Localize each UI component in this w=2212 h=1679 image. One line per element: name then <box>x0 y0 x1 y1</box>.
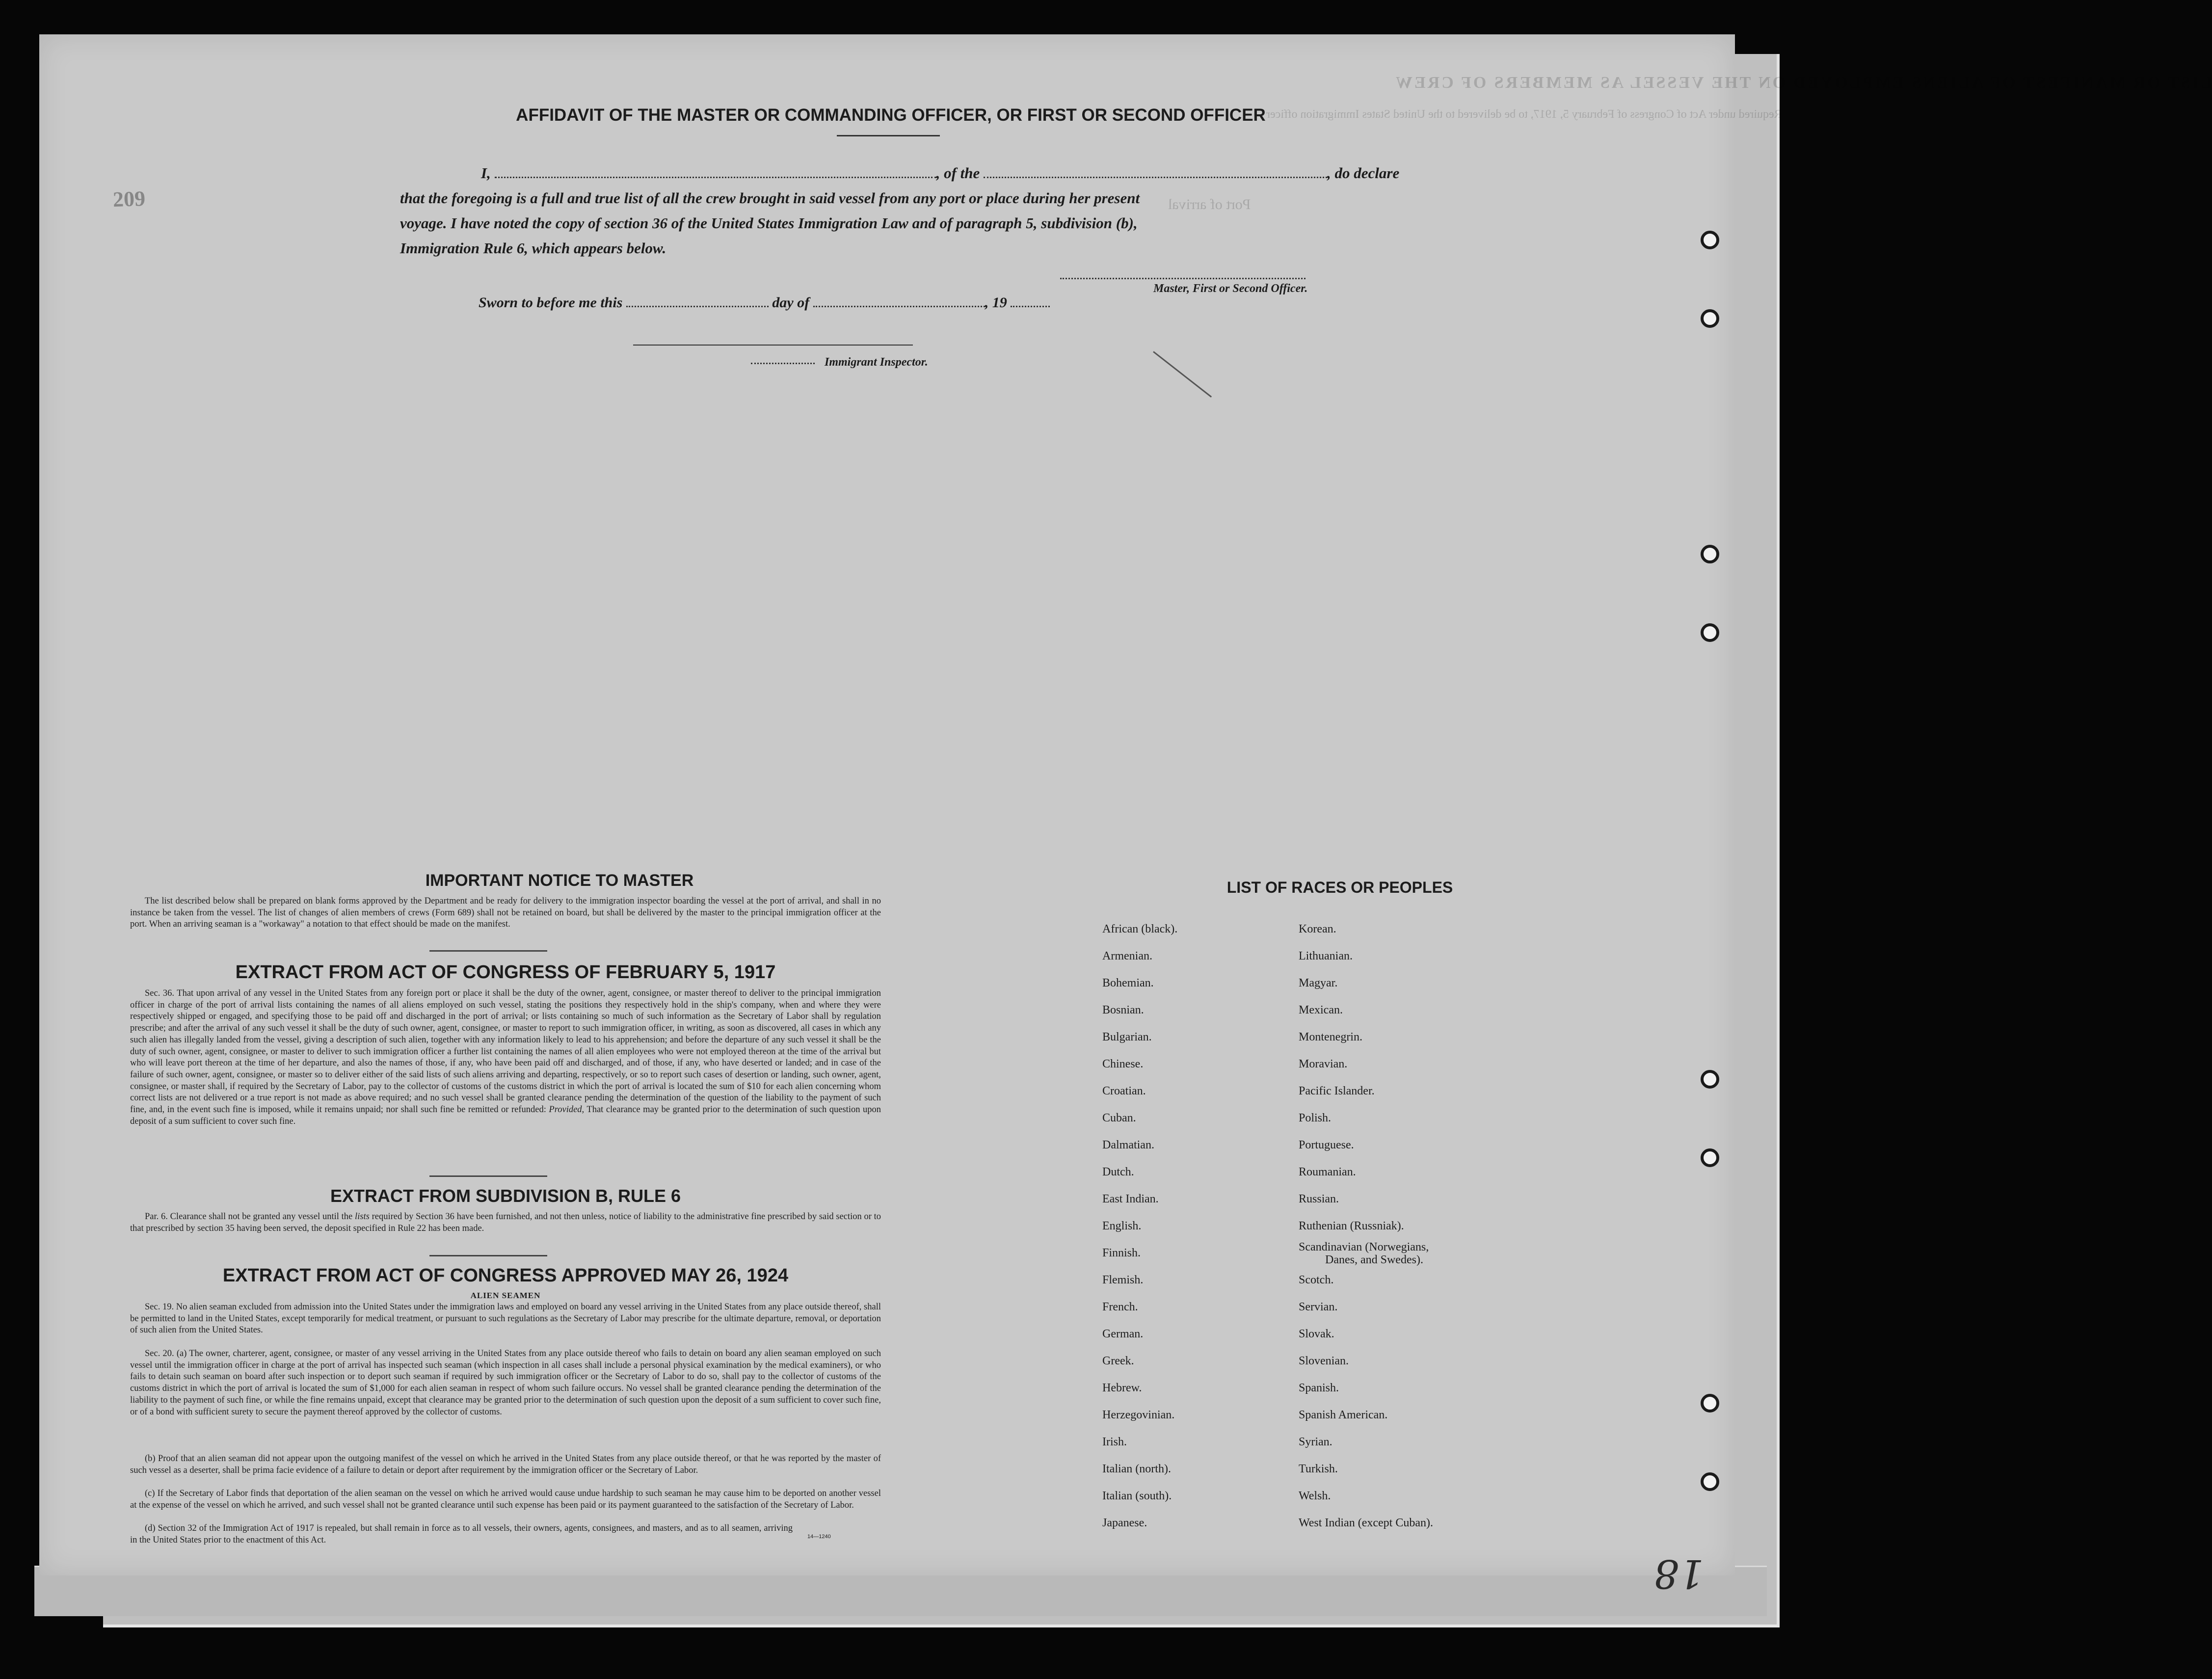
notice-title: IMPORTANT NOTICE TO MASTER <box>425 871 694 890</box>
race-right: Magyar. <box>1299 977 1338 989</box>
race-right: Korean. <box>1299 923 1336 935</box>
race-left: French. <box>1102 1301 1138 1313</box>
sworn-day-of: day of <box>772 294 810 311</box>
race-right: Mexican. <box>1299 1004 1343 1016</box>
sworn-prefix: Sworn to before me this <box>479 294 623 311</box>
race-left: Italian (south). <box>1102 1490 1172 1502</box>
race-left: Croatian. <box>1102 1085 1146 1097</box>
race-right: Spanish. <box>1299 1382 1339 1394</box>
master-signature-blank[interactable] <box>1060 267 1306 279</box>
race-right: Polish. <box>1299 1112 1332 1124</box>
proviso-word: Provided, <box>549 1105 585 1115</box>
race-left: Cuban. <box>1102 1112 1136 1124</box>
punch-hole <box>1701 623 1719 642</box>
race-right: Spanish American. <box>1299 1409 1388 1421</box>
proviso-text: That clearance may be granted prior to the determination of such question upon deposit of a sum sufficient to cover such fine. <box>130 1105 881 1126</box>
race-left: Irish. <box>1102 1436 1127 1448</box>
sworn-year-blank[interactable] <box>1011 295 1050 307</box>
bleed-through-line: Port of arrival <box>1168 196 1251 213</box>
extract-1924-title: EXTRACT FROM ACT OF CONGRESS APPROVED MAY 26, 1924 <box>222 1265 789 1286</box>
master-caption: Master, First or Second Officer. <box>1153 282 1308 295</box>
race-left: Flemish. <box>1102 1274 1144 1286</box>
affidavit-declare: , do declare <box>1327 164 1400 182</box>
rule6-title: EXTRACT FROM SUBDIVISION B, RULE 6 <box>330 1186 681 1206</box>
race-right: Montenegrin. <box>1299 1031 1362 1043</box>
race-left: Japanese. <box>1102 1517 1147 1529</box>
race-right: Portuguese. <box>1299 1139 1354 1151</box>
section-divider <box>429 950 547 952</box>
title-rule <box>837 135 940 136</box>
races-title: LIST OF RACES OR PEOPLES <box>1226 879 1453 896</box>
race-left: Chinese. <box>1102 1058 1144 1070</box>
race-left: Dalmatian. <box>1102 1139 1154 1151</box>
race-left: German. <box>1102 1328 1144 1340</box>
inspector-dots <box>751 352 815 364</box>
race-right: Moravian. <box>1299 1058 1348 1070</box>
sec36-body: Sec. 36. That upon arrival of any vessel in the United States from any foreign port or place it shall be the duty of the owner, agent, consignee, or master thereof to deliver to the principal immigration officer in charge of the port of arrival lists containing the names of all aliens employed on such vessel, stating the positions they respectively hold in the ship's company, when and where they were respectively shipped or engaged, and specifying those to be paid off and discharged in the port of arrival; or lists containing so much of such information as the Secretary of Labor shall by regulation prescribe; and after the arrival of any such vessel it shall be the duty of such owner, agent, consignee, or master to report to such immigration officer, in writing, as soon as discovered, all cases in which any such alien has illegally landed from the vessel, giving a description of such alien, together with any information likely to lead to his apprehension; and before the departure of any such vessel it shall be the duty of such owner, agent, consignee, or master to deliver to such immigration officer a further list containing the names of all alien employees who were not employed thereon at the time of the arrival but who will leave port thereon at the time of her departure, and also the names of those, if any, who have been paid off and discharged, and of those, if any, who have deserted or landed; and in case of the failure of such owner, agent, consignee, or master so to deliver either of the said lists of such aliens arriving and departing, respectively, or so to report such cases of desertion or landing, such owner, agent, consignee, or master shall, if required by the Secretary of Labor, pay to the collector of customs of the customs district in which the port of arrival is located the sum of $10 for each alien concerning whom correct lists are not delivered or a true report is not made as above required; and no such vessel shall be granted clearance pending the determination of the question of the liability to the payment of such fine, and, in the event such fine is imposed, while it remains unpaid; nor shall such fine be remitted or refunded: <box>130 988 881 1115</box>
race-left: Greek. <box>1102 1355 1134 1367</box>
race-left: Italian (north). <box>1102 1463 1171 1475</box>
section-divider <box>429 1255 547 1256</box>
rule6-lists-word: lists <box>355 1212 370 1222</box>
manifest-back-page <box>39 34 2212 1597</box>
vessel-name-blank[interactable] <box>984 166 1327 178</box>
race-right-continuation: Danes, and Swedes). <box>1325 1253 1423 1266</box>
race-right: Scotch. <box>1299 1274 1334 1286</box>
punch-hole <box>1701 309 1719 328</box>
sec20b-text: (b) Proof that an alien seaman did not appear upon the outgoing manifest of the vessel on which he arrived in the United States from any place outside thereof, or that he was reported by the master of such vessel as a deserter, shall be prima facie evidence of a failure to detain or deport after requirement by the immigration officer or the Secretary of Labor. <box>130 1454 881 1475</box>
sworn-year: , 19 <box>985 294 1007 311</box>
sec20a-text: Sec. 20. (a) The owner, charterer, agent, consignee, or master of any vessel arriving in the United States from any place outside thereof who fails to detain on board any alien seaman employed on such vessel until the immigration officer in charge at the port of arrival has inspected such seaman (which inspection in all cases shall include a personal physical examination by the medical examiners), or who fails to detain such seaman on board after such inspection or to deport such seaman if required by such immigration officer or the Secretary of Labor to do so, shall pay to the collector of customs of the customs district in which the port of arrival is located the sum of $1,000 for each alien seaman in respect of whom such failure occurs. No vessel shall be granted clearance pending the determination of the liability to the payment of such fine, or while the fine remains unpaid, except that clearance may be granted prior to the determination of such question upon the deposit of a sum sufficient to cover such fine, or of a bond with sufficient surety to secure the payment thereof approved by the collector of customs. <box>130 1349 881 1417</box>
race-left: Finnish. <box>1102 1247 1141 1259</box>
affidavit-line-1 <box>481 164 1399 182</box>
race-right: Syrian. <box>1299 1436 1333 1448</box>
form-number: 14—1240 <box>807 1534 831 1540</box>
stamp-number: 209 <box>112 186 146 212</box>
affidavit-title: AFFIDAVIT OF THE MASTER OR COMMANDING OFFICER, OR FIRST OR SECOND OFFICER <box>516 106 1266 125</box>
race-right: Ruthenian (Russniak). <box>1299 1220 1404 1232</box>
race-left: Bulgarian. <box>1102 1031 1152 1043</box>
sworn-month-blank[interactable] <box>813 295 985 307</box>
notice-text: The list described below shall be prepared on blank forms approved by the Department and be ready for delivery to the immigration inspector boarding the vessel at the port of arrival, and shall in no instance be taken from the vessel. The list of changes of alien members of crews (Form 689) shall not be retained on board, but shall be delivered by the master to the principal immigration officer at the port. When an arriving seaman is a "workaway" a notation to that effect should be made on the manifest. <box>130 896 881 930</box>
race-left: English. <box>1102 1220 1142 1232</box>
race-right: Lithuanian. <box>1299 950 1353 962</box>
affidavit-i: I, <box>481 164 491 182</box>
affidavit-line-3: voyage. I have noted the copy of section 36 of the United States Immigration Law and of paragraph 5, subdivision (b), <box>400 214 1138 232</box>
race-left: Dutch. <box>1102 1166 1134 1178</box>
extract-1917-title: EXTRACT FROM ACT OF CONGRESS OF FEBRUARY 5, 1917 <box>235 962 776 983</box>
sworn-day-blank[interactable] <box>626 295 769 307</box>
race-right: Welsh. <box>1299 1490 1331 1502</box>
race-left: Herzegovinian. <box>1102 1409 1175 1421</box>
extract-1917-text <box>130 988 881 1127</box>
rule6-text <box>130 1211 881 1234</box>
sec19-text: Sec. 19. No alien seaman excluded from admission into the United States under the immigration laws and employed on board any vessel arriving in the United States from any place outside thereof, shall be permitted to land in the United States, except temporarily for medical treatment, or pursuant to such regulations as the Secretary of Labor may prescribe for the ultimate departure, removal, or deportation of such alien from the United States. <box>130 1302 881 1335</box>
punch-hole <box>1701 545 1719 563</box>
race-right: Slovenian. <box>1299 1355 1349 1367</box>
race-right: Scandinavian (Norwegians, <box>1299 1241 1429 1253</box>
race-right: Roumanian. <box>1299 1166 1356 1178</box>
affidavit-of-the: , of the <box>936 164 980 182</box>
handwritten-number: 18 <box>1654 1551 1704 1597</box>
race-left: African (black). <box>1102 923 1178 935</box>
punch-hole <box>1701 1070 1719 1089</box>
inspector-signature-line <box>633 345 913 346</box>
race-right: Slovak. <box>1299 1328 1334 1340</box>
punch-hole <box>1701 1148 1719 1167</box>
punch-hole <box>1701 1394 1719 1412</box>
sec20d-text: (d) Section 32 of the Immigration Act of 1917 is repealed, but shall remain in force as to all vessels, their owners, agents, consignees, and masters, and as to all seamen, arriving in the United States prior to the enactment of this Act. <box>130 1523 793 1545</box>
race-left: East Indian. <box>1102 1193 1159 1205</box>
sworn-line <box>479 294 1050 311</box>
affidavit-line-4: Immigration Rule 6, which appears below. <box>400 240 666 257</box>
punch-hole <box>1701 231 1719 249</box>
race-left: Armenian. <box>1102 950 1152 962</box>
bleed-through-line: Required under Act of Congress of February 5, 1917, to be delivered to the United States Immigration officer <box>1266 108 1782 121</box>
race-right: Servian. <box>1299 1301 1338 1313</box>
inspector-caption: Immigrant Inspector. <box>825 356 928 369</box>
race-left: Hebrew. <box>1102 1382 1142 1394</box>
rule6-text-b: required by Section 36 have been furnished, and not then unless, notice of liability to the administrative fine prescribed by said section or to that prescribed by section 35 having been served, the deposit specified in Rule 22 has been made. <box>130 1212 881 1233</box>
race-left: Bosnian. <box>1102 1004 1144 1016</box>
section-divider <box>429 1175 547 1177</box>
race-right: West Indian (except Cuban). <box>1299 1517 1433 1529</box>
affidavit-line-2: that the foregoing is a full and true list of all the crew brought in said vessel from any port or place during her present <box>400 189 1140 207</box>
race-right: Russian. <box>1299 1193 1339 1205</box>
master-name-blank[interactable] <box>495 166 936 178</box>
punch-hole <box>1701 1472 1719 1491</box>
race-right: Pacific Islander. <box>1299 1085 1375 1097</box>
rule6-text-a: Par. 6. Clearance shall not be granted any vessel until the <box>145 1212 353 1222</box>
sec20c-text: (c) If the Secretary of Labor finds that deportation of the alien seaman on the vessel on which he arrived would cause undue hardship to such seaman he may cause him to be deported on another vessel at the expense of the vessel on which he arrived, and such vessel shall not be granted clearance until such expense has been paid or its payment guaranteed to the satisfaction of the Secretary of Labor. <box>130 1489 881 1510</box>
race-left: Bohemian. <box>1102 977 1154 989</box>
race-right: Turkish. <box>1299 1463 1338 1475</box>
alien-seamen-subtitle: ALIEN SEAMEN <box>470 1291 541 1300</box>
pencil-mark <box>1153 351 1212 398</box>
bleed-through-header: LIST OR MANIFEST OF ALIENS EMPLOYED ON THE VESSEL AS MEMBERS OF CREW <box>1394 74 2212 92</box>
